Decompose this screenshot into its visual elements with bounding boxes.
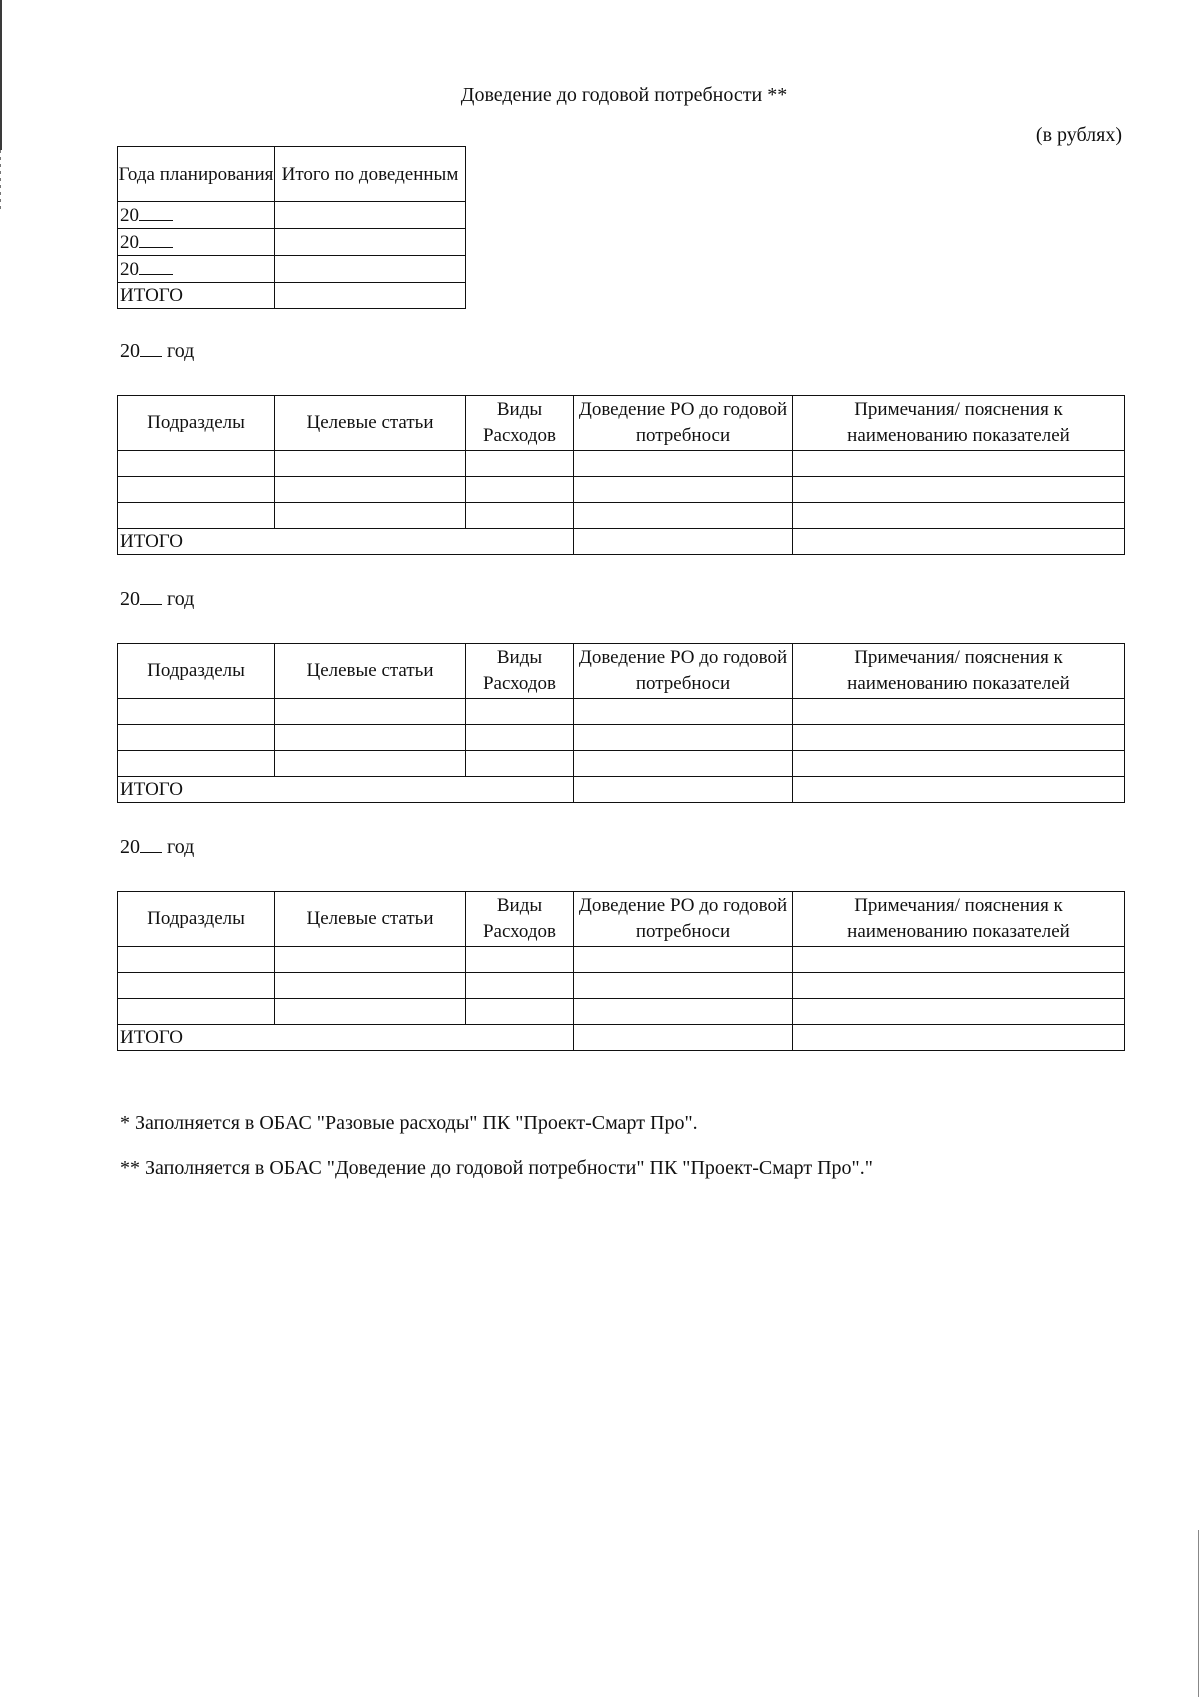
- notes-cell[interactable]: [793, 503, 1125, 529]
- table-row: [118, 999, 1125, 1025]
- year-prefix: 20: [120, 836, 140, 858]
- expense-type-cell[interactable]: [466, 503, 574, 529]
- table-row: [118, 947, 1125, 973]
- annual-need-total-cell[interactable]: [574, 777, 793, 803]
- header-subsections: Подразделы: [118, 892, 275, 947]
- expense-type-cell[interactable]: [466, 947, 574, 973]
- year-header-row: [118, 396, 1125, 451]
- header-subsections: Подразделы: [118, 396, 275, 451]
- expense-type-cell[interactable]: [466, 451, 574, 477]
- header-target-articles: Целевые статьи: [275, 396, 466, 451]
- target-article-cell[interactable]: [275, 451, 466, 477]
- notes-cell[interactable]: [793, 451, 1125, 477]
- total-label: ИТОГО: [118, 283, 275, 309]
- year-total-row: [118, 1025, 1125, 1051]
- table-row: [118, 725, 1125, 751]
- table-row: [118, 256, 466, 283]
- table-row: [118, 699, 1125, 725]
- header-target-articles: Целевые статьи: [275, 644, 466, 699]
- annual-need-cell[interactable]: [574, 699, 793, 725]
- notes-total-cell[interactable]: [793, 777, 1125, 803]
- annual-need-cell[interactable]: [574, 751, 793, 777]
- total-label: ИТОГО: [118, 1025, 574, 1051]
- year-cell[interactable]: [118, 202, 275, 229]
- year-header-row: [118, 892, 1125, 947]
- subsection-cell[interactable]: [118, 699, 275, 725]
- footnote-one-time-expenses: * Заполняется в ОБАС "Разовые расходы" ПК "Проект-Смарт Про".: [120, 1112, 698, 1134]
- summary-total-row: [118, 283, 466, 309]
- annual-need-cell[interactable]: [574, 973, 793, 999]
- notes-cell[interactable]: [793, 699, 1125, 725]
- notes-cell[interactable]: [793, 973, 1125, 999]
- target-article-cell[interactable]: [275, 503, 466, 529]
- year-suffix: год: [167, 836, 195, 858]
- year-blank-line: [139, 256, 173, 275]
- scan-edge-mark: [1198, 1530, 1199, 1697]
- header-target-articles: Целевые статьи: [275, 892, 466, 947]
- annual-need-cell[interactable]: [574, 999, 793, 1025]
- scan-edge-mark: [0, 0, 2, 150]
- header-total-allocated: Итого по доведенным: [275, 147, 466, 202]
- subsection-cell[interactable]: [118, 725, 275, 751]
- total-label: ИТОГО: [118, 777, 574, 803]
- footnote-annual-need: ** Заполняется в ОБАС "Доведение до годовой потребности" ПК "Проект-Смарт Про".": [120, 1157, 873, 1179]
- annual-need-cell[interactable]: [574, 503, 793, 529]
- year-table: [117, 643, 1125, 803]
- summary-header-row: [118, 147, 466, 202]
- total-cell[interactable]: [275, 256, 466, 283]
- annual-need-cell[interactable]: [574, 477, 793, 503]
- header-expense-types: Виды Расходов: [466, 892, 574, 947]
- total-label: ИТОГО: [118, 529, 574, 555]
- subsection-cell[interactable]: [118, 999, 275, 1025]
- subsection-cell[interactable]: [118, 451, 275, 477]
- document-title: Доведение до годовой потребности **: [460, 84, 788, 106]
- expense-type-cell[interactable]: [466, 725, 574, 751]
- year-table: [117, 891, 1125, 1051]
- table-row: [118, 451, 1125, 477]
- expense-type-cell[interactable]: [466, 999, 574, 1025]
- notes-total-cell[interactable]: [793, 529, 1125, 555]
- header-notes: Примечания/ пояснения к наименованию показателей: [793, 892, 1125, 947]
- grand-total-cell[interactable]: [275, 283, 466, 309]
- year-blank-line: [140, 340, 162, 357]
- expense-type-cell[interactable]: [466, 477, 574, 503]
- annual-need-total-cell[interactable]: [574, 529, 793, 555]
- year-suffix: год: [167, 340, 195, 362]
- subsection-cell[interactable]: [118, 947, 275, 973]
- table-row: [118, 202, 466, 229]
- year-prefix: 20: [120, 232, 139, 253]
- header-planning-years: Года планирования: [118, 147, 275, 202]
- total-cell[interactable]: [275, 229, 466, 256]
- table-row: [118, 751, 1125, 777]
- header-expense-types: Виды Расходов: [466, 396, 574, 451]
- expense-type-cell[interactable]: [466, 751, 574, 777]
- annual-need-cell[interactable]: [574, 451, 793, 477]
- year-prefix: 20: [120, 340, 140, 362]
- year-prefix: 20: [120, 205, 139, 226]
- header-annual-need: Доведение РО до годовой потребноси: [574, 396, 793, 451]
- summary-table: [117, 146, 466, 309]
- notes-cell[interactable]: [793, 477, 1125, 503]
- table-row: [118, 973, 1125, 999]
- scan-edge-mark: [0, 150, 1, 210]
- expense-type-cell[interactable]: [466, 699, 574, 725]
- annual-need-cell[interactable]: [574, 725, 793, 751]
- year-table: [117, 395, 1125, 555]
- year-blank-line: [139, 202, 173, 221]
- target-article-cell[interactable]: [275, 751, 466, 777]
- total-cell[interactable]: [275, 202, 466, 229]
- subsection-cell[interactable]: [118, 973, 275, 999]
- target-article-cell[interactable]: [275, 999, 466, 1025]
- year-header-row: [118, 644, 1125, 699]
- subsection-cell[interactable]: [118, 477, 275, 503]
- year-heading: [120, 588, 194, 611]
- currency-unit-label: (в рублях): [1035, 124, 1122, 146]
- year-prefix: 20: [120, 259, 139, 280]
- year-blank-line: [140, 588, 162, 605]
- subsection-cell[interactable]: [118, 503, 275, 529]
- year-heading: [120, 836, 194, 859]
- header-expense-types: Виды Расходов: [466, 644, 574, 699]
- table-row: [118, 503, 1125, 529]
- header-annual-need: Доведение РО до годовой потребноси: [574, 644, 793, 699]
- annual-need-total-cell[interactable]: [574, 1025, 793, 1051]
- year-prefix: 20: [120, 588, 140, 610]
- header-notes: Примечания/ пояснения к наименованию показателей: [793, 644, 1125, 699]
- subsection-cell[interactable]: [118, 751, 275, 777]
- expense-type-cell[interactable]: [466, 973, 574, 999]
- header-notes: Примечания/ пояснения к наименованию показателей: [793, 396, 1125, 451]
- year-blank-line: [140, 836, 162, 853]
- notes-cell[interactable]: [793, 947, 1125, 973]
- notes-cell[interactable]: [793, 751, 1125, 777]
- year-cell[interactable]: [118, 229, 275, 256]
- year-heading: [120, 340, 194, 363]
- header-subsections: Подразделы: [118, 644, 275, 699]
- notes-total-cell[interactable]: [793, 1025, 1125, 1051]
- target-article-cell[interactable]: [275, 699, 466, 725]
- year-cell[interactable]: [118, 256, 275, 283]
- annual-need-cell[interactable]: [574, 947, 793, 973]
- target-article-cell[interactable]: [275, 477, 466, 503]
- header-annual-need: Доведение РО до годовой потребноси: [574, 892, 793, 947]
- year-suffix: год: [167, 588, 195, 610]
- notes-cell[interactable]: [793, 725, 1125, 751]
- notes-cell[interactable]: [793, 999, 1125, 1025]
- table-row: [118, 229, 466, 256]
- table-row: [118, 477, 1125, 503]
- target-article-cell[interactable]: [275, 947, 466, 973]
- target-article-cell[interactable]: [275, 973, 466, 999]
- target-article-cell[interactable]: [275, 725, 466, 751]
- year-total-row: [118, 777, 1125, 803]
- year-blank-line: [139, 229, 173, 248]
- year-total-row: [118, 529, 1125, 555]
